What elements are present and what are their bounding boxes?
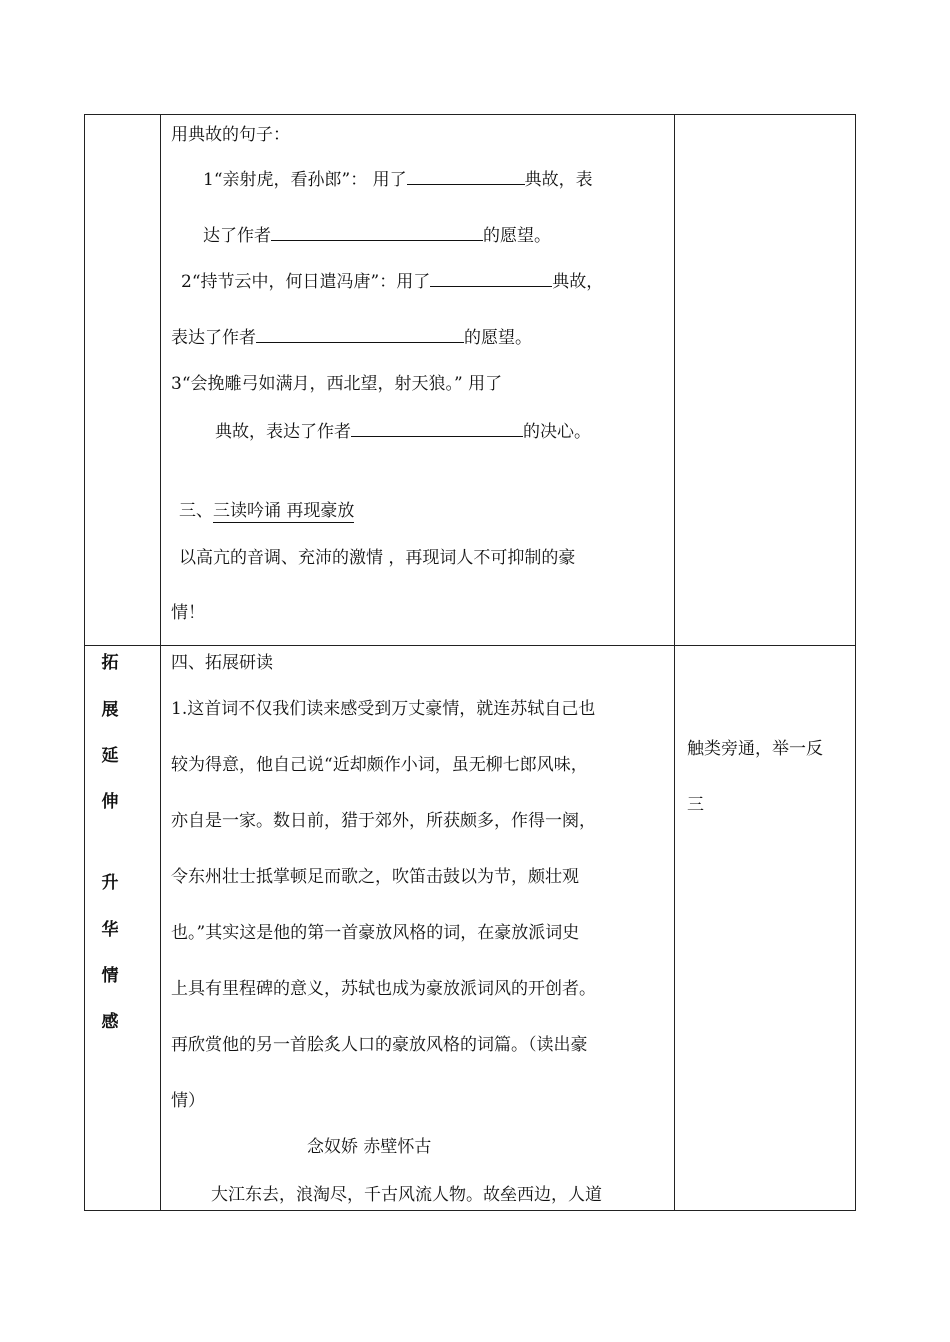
paragraph-line: 1.这首词不仅我们读来感受到万丈豪情，就连苏轼自己也 [171,699,596,719]
row-label-char: 展 [101,700,119,720]
note-line-1: 触类旁通，举一反 [687,739,823,759]
row-label-char: 感 [101,1012,119,1032]
lesson-table [84,114,856,1211]
row-label-char: 升 [101,873,119,893]
row-label-char: 拓 [101,653,119,673]
section-3-text-line-1: 以高亢的音调、充沛的激情 ，再现词人不可抑制的豪 [179,548,576,568]
paragraph-line: 令东州壮士抵掌顿足而歌之，吹笛击鼓以为节，颇壮观 [171,867,579,887]
row-divider [85,645,855,646]
question-1-line-2: 达了作者 的愿望。 [203,226,551,246]
question-3-line-2: 典故，表达了作者 的决心。 [215,422,591,442]
section-4-heading: 四、拓展研读 [171,653,273,673]
allusion-heading: 用典故的句子： [171,125,290,145]
question-2-line-1: 2“持节云中，何日遣冯唐”：用了 典故， [181,272,604,292]
section-3-text-line-2: 情！ [171,603,205,623]
row-label-char: 延 [101,746,119,766]
row-label-char: 情 [101,966,119,986]
question-3-line-1: 3“会挽雕弓如满月，西北望，射天狼。” 用了 [171,374,503,394]
paragraph-line: 也。”其实这是他的第一首豪放风格的词，在豪放派词史 [171,923,580,943]
paragraph-line: 再欣赏他的另一首脍炙人口的豪放风格的词篇。（读出豪 [171,1035,588,1055]
note-line-2: 三 [687,795,704,815]
question-2-line-2: 表达了作者 的愿望。 [171,328,532,348]
section-3-heading: 三、三读吟诵 再现豪放 [179,501,355,521]
question-1-line-1: 1“亲射虎，看孙郎”： 用了 典故，表 [203,170,593,190]
paragraph-line: 较为得意，他自己说“近却颇作小词，虽无柳七郎风味， [171,755,588,775]
row-label-char: 华 [101,920,119,940]
paragraph-line: 情） [171,1091,205,1111]
paragraph-line: 上具有里程碑的意义，苏轼也成为豪放派词风的开创者。 [171,979,596,999]
poem-line: 大江东去，浪淘尽，千古风流人物。故垒西边，人道 [211,1185,602,1205]
paragraph-line: 亦自是一家。数日前，猎于郊外，所获颇多，作得一阕， [171,811,596,831]
column-divider-1 [160,115,161,1210]
row-label-char: 伸 [101,792,119,812]
poem-title: 念奴娇 赤壁怀古 [307,1137,432,1157]
column-divider-2 [674,115,675,1210]
